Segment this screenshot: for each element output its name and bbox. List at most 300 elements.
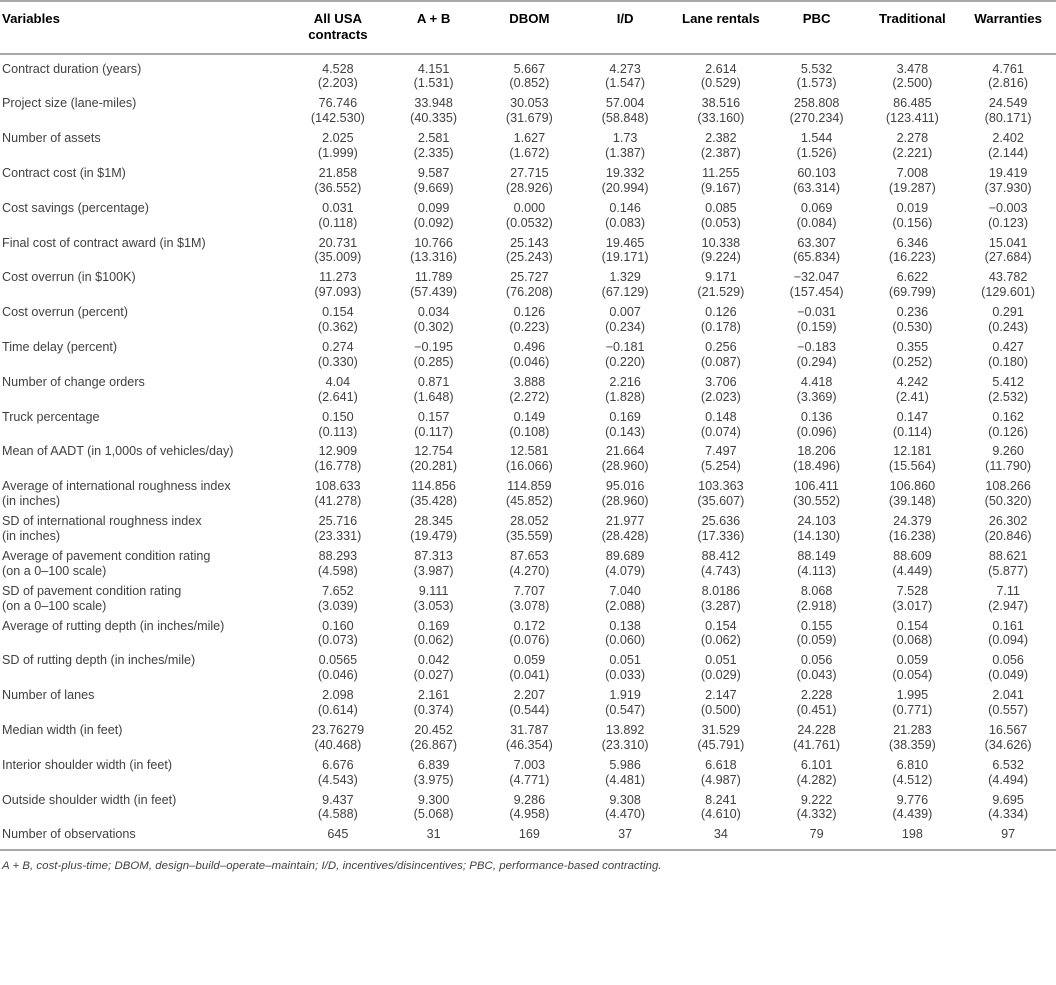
cell-mean: 0.051 [609, 653, 641, 668]
row-label: Contract cost (in $1M) [2, 165, 126, 180]
cell-mean: 21.283 [893, 722, 932, 737]
cell-mean: 13.892 [605, 722, 645, 737]
cell-mean: 0.007 [609, 305, 641, 320]
cell-mean: 0.274 [322, 340, 354, 354]
cell-mean: 5.532 [800, 61, 833, 76]
cell-std-dev: (4.270) [509, 563, 550, 578]
cell-std-dev: (0.330) [317, 354, 358, 369]
cell-observation-count: 97 [1001, 827, 1016, 842]
cell-std-dev: (0.178) [700, 320, 741, 335]
cell-mean: 88.412 [701, 548, 741, 563]
cell-std-dev: (0.049) [988, 668, 1029, 683]
cell-std-dev: (0.302) [413, 320, 454, 335]
cell-std-dev: (2.144) [988, 146, 1029, 161]
cell-mean: 0.019 [896, 200, 929, 215]
cell-mean: 7.652 [322, 583, 354, 598]
column-header-all-usa-contracts: All USA contracts [308, 11, 368, 42]
table-row [0, 598, 1056, 613]
cell-mean: 6.839 [417, 757, 450, 772]
cell-std-dev: (4.512) [892, 772, 933, 787]
cell-std-dev: (0.544) [509, 703, 550, 718]
cell-mean: 7.528 [896, 583, 929, 598]
table-row [0, 250, 1056, 265]
table-row [0, 195, 1056, 215]
cell-std-dev: (2.532) [988, 389, 1029, 404]
cell-mean: 7.040 [609, 583, 641, 598]
cell-mean: 2.147 [705, 688, 737, 703]
table-row [0, 787, 1056, 807]
row-label-continuation: (in inches) [2, 528, 61, 543]
cell-mean: 0.154 [322, 305, 354, 320]
table-row [0, 424, 1056, 439]
row-label: Number of assets [2, 131, 101, 146]
cell-mean: 4.761 [992, 61, 1024, 76]
cell-std-dev: (35.009) [314, 250, 362, 265]
cell-mean: 0.155 [800, 618, 833, 633]
cell-std-dev: (0.062) [413, 633, 454, 648]
cell-mean: 5.412 [992, 374, 1024, 389]
cell-mean: 2.025 [322, 131, 354, 146]
cell-observation-count: 34 [713, 827, 728, 842]
cell-std-dev: (4.771) [509, 772, 550, 787]
cell-mean: 9.111 [418, 583, 449, 598]
cell-std-dev: (0.294) [796, 354, 837, 369]
cell-std-dev: (97.093) [314, 285, 362, 300]
cell-mean: 0.236 [896, 305, 929, 320]
cell-std-dev: (18.496) [793, 459, 841, 474]
cell-std-dev: (2.221) [892, 146, 933, 161]
cell-std-dev: (4.958) [509, 807, 550, 822]
cell-mean: 0.871 [417, 374, 450, 389]
cell-mean: 88.293 [318, 548, 358, 563]
cell-mean: 38.516 [701, 96, 741, 111]
cell-std-dev: (46.354) [505, 737, 553, 752]
cell-mean: 9.222 [800, 792, 833, 807]
cell-std-dev: (0.529) [700, 76, 741, 91]
cell-mean: 12.754 [414, 444, 453, 459]
cell-mean: 0.150 [322, 409, 354, 424]
cell-mean: 0.069 [800, 200, 833, 215]
column-header-warranties: Warranties [974, 11, 1042, 26]
cell-mean: 1.544 [800, 131, 833, 146]
cell-mean: 9.437 [322, 792, 354, 807]
row-label-continuation [0, 146, 290, 161]
cell-std-dev: (0.041) [509, 668, 550, 683]
cell-mean: 114.859 [507, 479, 552, 494]
cell-std-dev: (0.180) [988, 354, 1029, 369]
cell-mean: 1.329 [609, 270, 641, 285]
table-row [0, 563, 1056, 578]
cell-std-dev: (2.023) [700, 389, 741, 404]
cell-std-dev: (20.281) [410, 459, 458, 474]
row-label: Mean of AADT (in 1,000s of vehicles/day) [2, 444, 234, 459]
cell-mean: 0.126 [705, 305, 737, 320]
table-row [0, 737, 1056, 752]
table-row [0, 146, 1056, 161]
cell-std-dev: (26.867) [410, 737, 458, 752]
cell-mean: 88.621 [988, 548, 1028, 563]
cell-mean: 10.766 [414, 235, 453, 250]
row-label: Median width (in feet) [2, 722, 123, 737]
table-row [0, 180, 1056, 195]
cell-std-dev: (5.068) [413, 807, 454, 822]
cell-mean: 1.995 [896, 688, 929, 703]
cell-std-dev: (4.439) [892, 807, 933, 822]
table-row [0, 404, 1056, 424]
table-row [0, 772, 1056, 787]
cell-mean: 15.041 [988, 235, 1028, 250]
row-label-continuation [0, 180, 290, 195]
cell-std-dev: (14.130) [793, 528, 841, 543]
cell-std-dev: (0.451) [796, 703, 837, 718]
cell-std-dev: (3.369) [796, 389, 837, 404]
row-label: Average of rutting depth (in inches/mile) [2, 618, 225, 633]
row-label-continuation [0, 389, 290, 404]
cell-mean: 0.138 [609, 618, 641, 633]
table-row [0, 474, 1056, 494]
row-label-continuation [0, 633, 290, 648]
row-label-continuation [0, 250, 290, 265]
cell-std-dev: (39.148) [888, 494, 936, 509]
cell-mean: 0.085 [705, 200, 737, 215]
cell-std-dev: (4.113) [797, 563, 837, 578]
cell-mean: 3.706 [705, 374, 737, 389]
row-label-continuation [0, 424, 290, 439]
cell-mean: 20.731 [318, 235, 358, 250]
cell-std-dev: (0.156) [892, 215, 933, 230]
row-label: Average of pavement condition rating [2, 548, 211, 563]
row-label-continuation [0, 737, 290, 752]
row-label: Truck percentage [2, 409, 100, 424]
cell-std-dev: (0.117) [414, 424, 454, 439]
cell-std-dev: (1.526) [796, 146, 837, 161]
cell-std-dev: (0.771) [892, 703, 933, 718]
cell-std-dev: (0.285) [413, 354, 454, 369]
row-label: Number of observations [2, 827, 136, 842]
table-row [0, 54, 1056, 76]
cell-std-dev: (35.607) [697, 494, 745, 509]
table-row [0, 613, 1056, 633]
cell-std-dev: (1.531) [413, 76, 454, 91]
cell-std-dev: (4.987) [700, 772, 741, 787]
cell-mean: 28.345 [414, 514, 453, 529]
cell-mean: 0.172 [513, 618, 546, 633]
cell-observation-count: 645 [327, 827, 349, 842]
cell-std-dev: (2.335) [413, 146, 454, 161]
cell-std-dev: (1.999) [317, 146, 358, 161]
cell-std-dev: (0.234) [605, 320, 646, 335]
row-label-continuation [0, 285, 290, 300]
cell-std-dev: (0.252) [892, 354, 933, 369]
cell-std-dev: (40.468) [314, 737, 362, 752]
cell-std-dev: (45.791) [697, 737, 745, 752]
cell-mean: 5.986 [609, 757, 641, 772]
cell-std-dev: (3.078) [509, 598, 550, 613]
cell-mean: 1.73 [612, 131, 638, 146]
cell-mean: 20.452 [414, 722, 453, 737]
row-label-continuation [0, 459, 290, 474]
cell-std-dev: (0.092) [413, 215, 454, 230]
cell-std-dev: (0.547) [605, 703, 646, 718]
cell-mean: 9.260 [992, 444, 1024, 459]
cell-mean: 10.338 [701, 235, 741, 250]
cell-mean: 19.419 [988, 165, 1028, 180]
table-row [0, 91, 1056, 111]
cell-std-dev: (1.672) [509, 146, 550, 161]
cell-std-dev: (142.530) [310, 111, 365, 126]
cell-std-dev: (67.129) [601, 285, 649, 300]
row-label: Outside shoulder width (in feet) [2, 792, 177, 807]
cell-mean: 0.031 [322, 200, 354, 215]
cell-std-dev: (23.310) [601, 737, 649, 752]
cell-std-dev: (0.123) [988, 215, 1029, 230]
cell-mean: 16.567 [988, 722, 1028, 737]
cell-mean: 95.016 [605, 479, 645, 494]
row-label-continuation [0, 76, 290, 91]
cell-mean: 0.160 [322, 618, 354, 633]
table-row [0, 320, 1056, 335]
cell-mean: 4.04 [325, 374, 351, 389]
cell-mean: −0.031 [797, 305, 837, 320]
cell-std-dev: (2.816) [988, 76, 1029, 91]
cell-mean: 0.0565 [318, 653, 358, 668]
cell-mean: 0.126 [513, 305, 546, 320]
cell-mean: 6.346 [896, 235, 929, 250]
cell-std-dev: (9.167) [700, 180, 741, 195]
cell-std-dev: (5.254) [700, 459, 741, 474]
cell-std-dev: (2.088) [605, 598, 646, 613]
table-row [0, 752, 1056, 772]
cell-mean: 2.614 [705, 61, 737, 76]
table-row [0, 335, 1056, 355]
cell-std-dev: (0.046) [509, 354, 550, 369]
cell-mean: 7.707 [513, 583, 546, 598]
cell-mean: 6.532 [992, 757, 1024, 772]
cell-std-dev: (0.074) [700, 424, 741, 439]
cell-std-dev: (0.083) [605, 215, 646, 230]
cell-std-dev: (69.799) [888, 285, 936, 300]
cell-mean: 4.273 [609, 61, 641, 76]
cell-std-dev: (0.027) [413, 668, 454, 683]
cell-mean: 60.103 [797, 165, 836, 180]
cell-mean: 3.478 [896, 61, 929, 76]
cell-mean: 88.609 [893, 548, 932, 563]
cell-mean: 9.300 [417, 792, 450, 807]
cell-std-dev: (11.790) [985, 459, 1032, 474]
row-label: Project size (lane-miles) [2, 96, 137, 111]
cell-std-dev: (20.846) [984, 528, 1032, 543]
cell-mean: 31.529 [701, 722, 741, 737]
cell-std-dev: (28.428) [601, 528, 649, 543]
column-header-pbc: PBC [802, 11, 831, 26]
row-label: Cost overrun (in $100K) [2, 270, 136, 285]
cell-mean: 0.042 [417, 653, 450, 668]
table-row [0, 668, 1056, 683]
row-label-continuation [0, 668, 290, 683]
cell-std-dev: (270.234) [789, 111, 844, 126]
cell-mean: 9.587 [417, 165, 450, 180]
cell-std-dev: (28.960) [601, 459, 649, 474]
cell-std-dev: (0.033) [605, 668, 646, 683]
cell-mean: 6.622 [896, 270, 929, 285]
cell-std-dev: (63.314) [793, 180, 841, 195]
cell-mean: 0.147 [896, 409, 929, 424]
cell-mean: 8.0186 [701, 583, 741, 598]
cell-std-dev: (20.994) [601, 180, 649, 195]
cell-std-dev: (35.559) [505, 528, 553, 543]
cell-mean: 89.689 [605, 548, 645, 563]
cell-mean: 7.008 [896, 165, 929, 180]
cell-std-dev: (16.778) [314, 459, 362, 474]
cell-std-dev: (25.243) [505, 250, 553, 265]
table-row [0, 578, 1056, 598]
cell-observation-count: 79 [809, 827, 824, 842]
table-row [0, 230, 1056, 250]
column-header-traditional: Traditional [879, 11, 946, 26]
cell-mean: 24.103 [797, 514, 836, 529]
table-body [0, 54, 1056, 850]
cell-std-dev: (0.223) [509, 320, 550, 335]
cell-mean: 114.856 [411, 479, 456, 494]
cell-std-dev: (19.479) [410, 528, 458, 543]
cell-std-dev: (0.060) [605, 633, 646, 648]
cell-std-dev: (31.679) [505, 111, 553, 126]
cell-std-dev: (4.610) [700, 807, 741, 822]
cell-mean: 2.041 [992, 688, 1024, 703]
cell-mean: 0.154 [705, 618, 737, 633]
cell-mean: 2.402 [992, 131, 1024, 146]
cell-std-dev: (4.588) [317, 807, 358, 822]
cell-std-dev: (1.828) [605, 389, 646, 404]
table-row [0, 528, 1056, 543]
cell-std-dev: (36.552) [314, 180, 362, 195]
cell-std-dev: (4.543) [317, 772, 358, 787]
cell-mean: 25.727 [510, 270, 549, 285]
cell-std-dev: (3.017) [892, 598, 933, 613]
cell-mean: 23.76279 [311, 722, 365, 737]
cell-mean: 0.034 [417, 305, 450, 320]
cell-std-dev: (0.043) [796, 668, 837, 683]
row-label: Interior shoulder width (in feet) [2, 757, 173, 772]
column-header-lane-rentals: Lane rentals [682, 11, 760, 26]
cell-std-dev: (0.073) [317, 633, 358, 648]
cell-std-dev: (2.641) [317, 389, 358, 404]
row-label: Contract duration (years) [2, 61, 142, 76]
cell-mean: 0.496 [513, 340, 546, 354]
table-row-observations [0, 822, 1056, 850]
cell-observation-count: 169 [518, 827, 540, 842]
cell-mean: 2.161 [417, 688, 450, 703]
cell-mean: 4.242 [896, 374, 929, 389]
cell-mean: 21.858 [318, 165, 358, 180]
cell-std-dev: (16.238) [888, 528, 936, 543]
cell-std-dev: (0.143) [605, 424, 646, 439]
cell-std-dev: (0.029) [700, 668, 741, 683]
cell-std-dev: (0.053) [700, 215, 741, 230]
cell-mean: 0.157 [417, 409, 450, 424]
cell-std-dev: (0.362) [317, 320, 358, 335]
cell-mean: 25.716 [318, 514, 358, 529]
cell-mean: 108.633 [315, 479, 361, 494]
column-header-id: I/D [616, 11, 634, 26]
cell-std-dev: (40.335) [410, 111, 458, 126]
table-row [0, 354, 1056, 369]
cell-mean: 7.11 [996, 583, 1020, 598]
cell-mean: 6.101 [800, 757, 833, 772]
cell-std-dev: (2.272) [509, 389, 550, 404]
table-row [0, 807, 1056, 822]
cell-mean: 2.098 [322, 688, 354, 703]
column-header-a-plus-b: A + B [416, 11, 451, 26]
row-label-continuation [0, 772, 290, 787]
cell-std-dev: (4.598) [317, 563, 358, 578]
cell-mean: 106.860 [889, 479, 936, 494]
cell-std-dev: (4.481) [605, 772, 646, 787]
cell-mean: 9.171 [705, 270, 737, 285]
table-header [0, 1, 1056, 54]
cell-std-dev: (3.039) [317, 598, 358, 613]
cell-mean: 9.308 [609, 792, 641, 807]
cell-std-dev: (0.852) [509, 76, 550, 91]
cell-mean: 33.948 [414, 96, 453, 111]
cell-mean: 8.241 [705, 792, 737, 807]
cell-std-dev: (4.079) [605, 563, 646, 578]
cell-std-dev: (19.287) [888, 180, 936, 195]
cell-std-dev: (21.529) [697, 285, 745, 300]
cell-mean: 57.004 [605, 96, 645, 111]
cell-mean: 0.056 [992, 653, 1024, 668]
cell-std-dev: (1.547) [605, 76, 646, 91]
cell-mean: −0.183 [797, 340, 837, 354]
cell-mean: 76.746 [318, 96, 358, 111]
cell-mean: 7.497 [705, 444, 737, 459]
cell-mean: 11.273 [319, 270, 357, 285]
cell-std-dev: (1.573) [796, 76, 837, 91]
row-label: Number of lanes [2, 688, 95, 703]
cell-mean: 4.418 [800, 374, 833, 389]
cell-mean: 0.059 [896, 653, 929, 668]
cell-mean: 9.286 [513, 792, 546, 807]
cell-mean: 2.278 [896, 131, 929, 146]
cell-mean: 258.808 [793, 96, 840, 111]
cell-mean: 24.228 [797, 722, 836, 737]
cell-std-dev: (50.320) [984, 494, 1032, 509]
cell-std-dev: (2.947) [988, 598, 1029, 613]
cell-mean: 0.427 [992, 340, 1024, 354]
cell-mean: 0.169 [609, 409, 641, 424]
cell-std-dev: (0.159) [796, 320, 837, 335]
cell-std-dev: (27.684) [984, 250, 1032, 265]
cell-mean: 43.782 [988, 270, 1028, 285]
cell-std-dev: (0.096) [796, 424, 837, 439]
cell-mean: 3.888 [513, 374, 546, 389]
table-row [0, 648, 1056, 668]
cell-observation-count: 198 [901, 827, 923, 842]
row-label: SD of international roughness index [2, 514, 202, 529]
cell-mean: −0.181 [605, 340, 645, 354]
row-label-continuation [0, 215, 290, 230]
cell-std-dev: (0.059) [796, 633, 837, 648]
cell-mean: 0.136 [800, 409, 833, 424]
cell-std-dev: (129.601) [981, 285, 1036, 300]
table-row [0, 543, 1056, 563]
table-row [0, 265, 1056, 285]
cell-std-dev: (4.743) [700, 563, 741, 578]
table-row [0, 459, 1056, 474]
cell-std-dev: (34.626) [984, 737, 1032, 752]
cell-std-dev: (4.449) [892, 563, 933, 578]
cell-std-dev: (41.761) [793, 737, 841, 752]
